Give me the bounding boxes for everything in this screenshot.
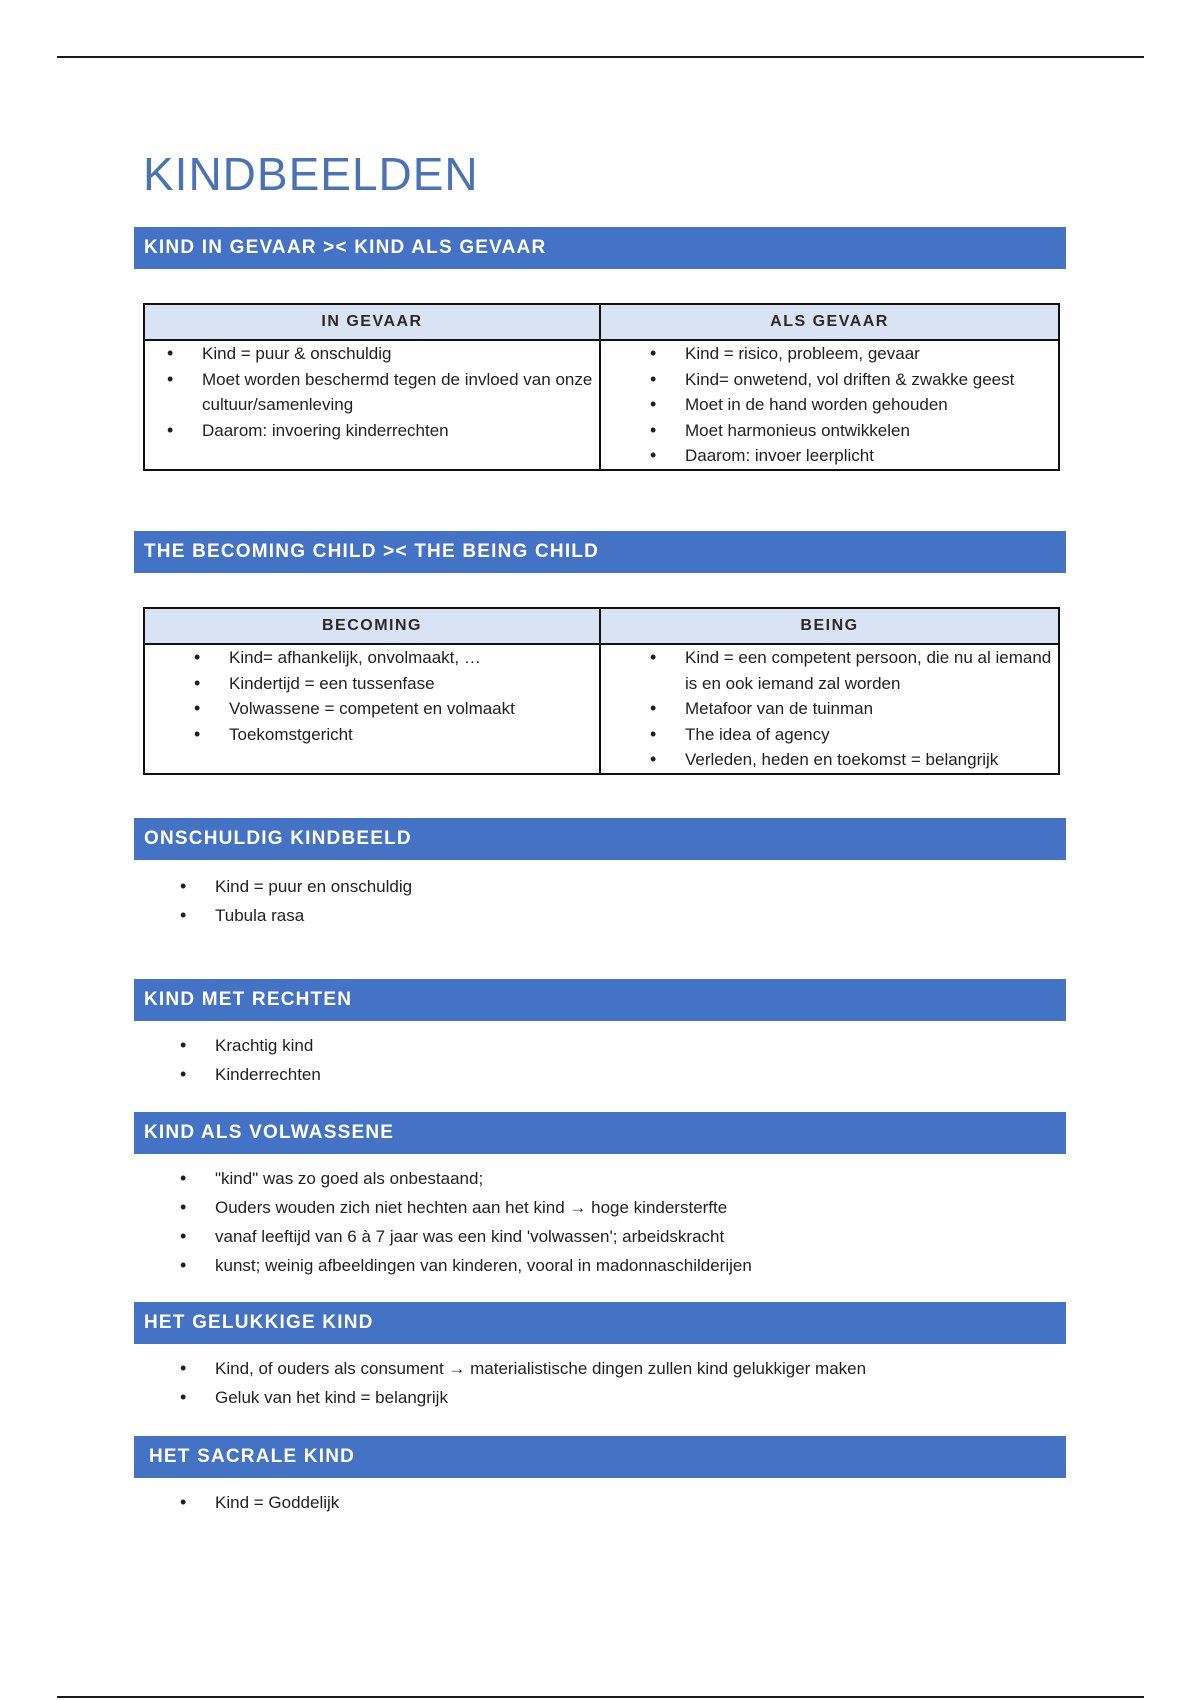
list-item: • Moet harmonieus ontwikkelen <box>685 418 1054 444</box>
column-header-becoming: BECOMING <box>144 608 600 644</box>
list-item: • Daarom: invoering kinderrechten <box>202 418 595 444</box>
list-item: • Kind = risico, probleem, gevaar <box>685 341 1054 367</box>
section-heading-sacraal: HET SACRALE KIND <box>134 1436 1066 1478</box>
list-item: • Kind = puur en onschuldig <box>215 872 1055 901</box>
section-heading-onschuldig: ONSCHULDIG KINDBEELD <box>134 818 1066 860</box>
list-item: • Krachtig kind <box>215 1031 1055 1060</box>
list-item: • vanaf leeftijd van 6 à 7 jaar was een kind 'volwassen'; arbeidskracht <box>215 1222 1055 1251</box>
comparison-table-becoming <box>143 607 1060 775</box>
list-item: • Tubula rasa <box>215 901 1055 930</box>
column-header-being: BEING <box>600 608 1059 644</box>
bullet-list-onschuldig <box>215 872 1055 930</box>
comparison-table-gevaar <box>143 303 1060 471</box>
list-item: • Kind= afhankelijk, onvolmaakt, … <box>229 645 595 671</box>
list-item: • Kind = een competent persoon, die nu al iemand is en ook iemand zal worden <box>685 645 1054 696</box>
cell-als-gevaar <box>600 340 1059 470</box>
bullet-list-gelukkig <box>215 1354 1055 1412</box>
list-item: • Kind, of ouders als consument → materialistische dingen zullen kind gelukkiger maken <box>215 1354 1055 1383</box>
cell-in-gevaar <box>144 340 600 470</box>
bullet-list-rechten <box>215 1031 1055 1089</box>
list-item: • Daarom: invoer leerplicht <box>685 443 1054 469</box>
list-item: • Verleden, heden en toekomst = belangrijk <box>685 747 1054 773</box>
list-item: • The idea of agency <box>685 722 1054 748</box>
list-item: • Geluk van het kind = belangrijk <box>215 1383 1055 1412</box>
section-heading-rechten: KIND MET RECHTEN <box>134 979 1066 1021</box>
page-title: KINDBEELDEN <box>143 148 479 200</box>
list-item: • Kind = puur & onschuldig <box>202 341 595 367</box>
list-item: • Ouders wouden zich niet hechten aan het kind → hoge kindersterfte <box>215 1193 1055 1222</box>
list-item: • Moet in de hand worden gehouden <box>685 392 1054 418</box>
cell-being <box>600 644 1059 774</box>
section-heading-becoming: THE BECOMING CHILD >< THE BEING CHILD <box>134 531 1066 573</box>
bullet-list-volwassene <box>215 1164 1055 1280</box>
list-item: • Kind= onwetend, vol driften & zwakke geest <box>685 367 1054 393</box>
list-item: • Kindertijd = een tussenfase <box>229 671 595 697</box>
list-item: • kunst; weinig afbeeldingen van kinderen, vooral in madonnaschilderijen <box>215 1251 1055 1280</box>
list-item: • Kinderrechten <box>215 1060 1055 1089</box>
list-item: • Volwassene = competent en volmaakt <box>229 696 595 722</box>
bottom-rule <box>57 1696 1144 1698</box>
column-header-in-gevaar: IN GEVAAR <box>144 304 600 340</box>
list-item: • Moet worden beschermd tegen de invloed van onze cultuur/samenleving <box>202 367 595 418</box>
top-rule <box>57 56 1144 58</box>
list-item: • Toekomstgericht <box>229 722 595 748</box>
section-heading-volwassene: KIND ALS VOLWASSENE <box>134 1112 1066 1154</box>
section-heading-gevaar: KIND IN GEVAAR >< KIND ALS GEVAAR <box>134 227 1066 269</box>
column-header-als-gevaar: ALS GEVAAR <box>600 304 1059 340</box>
list-item: • "kind" was zo goed als onbestaand; <box>215 1164 1055 1193</box>
bullet-list-sacraal <box>215 1488 1055 1517</box>
cell-becoming <box>144 644 600 774</box>
section-heading-gelukkig: HET GELUKKIGE KIND <box>134 1302 1066 1344</box>
list-item: • Kind = Goddelijk <box>215 1488 1055 1517</box>
list-item: • Metafoor van de tuinman <box>685 696 1054 722</box>
